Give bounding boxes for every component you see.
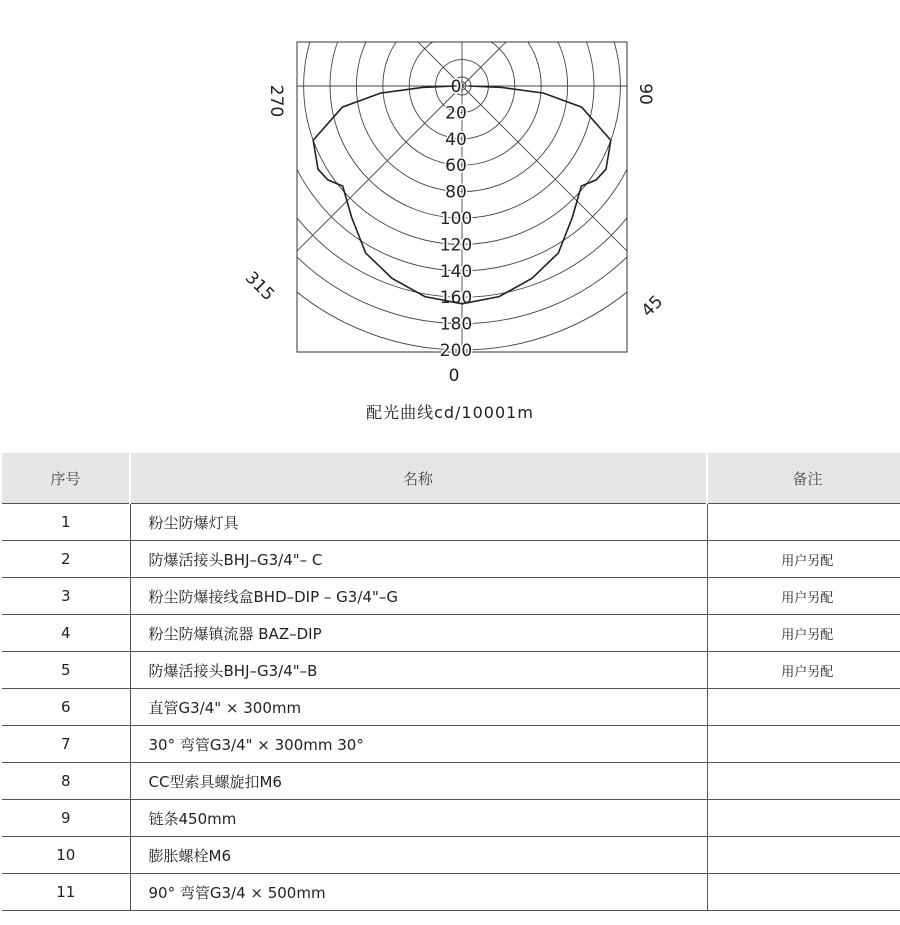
row-note bbox=[707, 837, 900, 874]
angle-label-0: 0 bbox=[448, 366, 460, 386]
row-index: 2 bbox=[2, 541, 130, 578]
table-row bbox=[2, 800, 900, 837]
table-row bbox=[2, 837, 900, 874]
row-note: 用户另配 bbox=[707, 652, 900, 689]
table-row bbox=[2, 652, 900, 689]
table-row bbox=[2, 541, 900, 578]
table-row bbox=[2, 874, 900, 911]
row-note bbox=[707, 800, 900, 837]
row-note bbox=[707, 763, 900, 800]
spoke-diag-315 bbox=[62, 86, 462, 400]
row-name: 防爆活接头BHJ–G3/4"–B bbox=[130, 652, 707, 689]
radial-tick-label: 200 bbox=[439, 341, 473, 361]
row-name: 膨胀螺栓M6 bbox=[130, 837, 707, 874]
row-index: 7 bbox=[2, 726, 130, 763]
row-index: 8 bbox=[2, 763, 130, 800]
parts-table bbox=[2, 453, 900, 911]
radial-tick-label: 0 bbox=[450, 77, 462, 97]
spoke-diag-up-r bbox=[462, 0, 862, 86]
radial-tick-label: 60 bbox=[445, 156, 467, 177]
radial-tick-label: 40 bbox=[445, 129, 467, 150]
row-index: 5 bbox=[2, 652, 130, 689]
angle-label-315: 315 bbox=[240, 267, 279, 306]
spoke-diag-up-l bbox=[62, 0, 462, 86]
row-note bbox=[707, 504, 900, 541]
radial-tick-label: 140 bbox=[439, 261, 473, 282]
row-note bbox=[707, 726, 900, 763]
radial-tick-label: 160 bbox=[439, 288, 473, 309]
table-row bbox=[2, 578, 900, 615]
row-index: 11 bbox=[2, 874, 130, 911]
radial-tick-label: 180 bbox=[439, 314, 473, 335]
row-index: 4 bbox=[2, 615, 130, 652]
table-header-row bbox=[2, 453, 900, 504]
table-row bbox=[2, 504, 900, 541]
angle-label-90: 90 bbox=[635, 83, 655, 105]
row-name: 粉尘防爆灯具 bbox=[130, 504, 707, 541]
row-name: 防爆活接头BHJ–G3/4"– C bbox=[130, 541, 707, 578]
row-name: 粉尘防爆接线盒BHD–DIP – G3/4"–G bbox=[130, 578, 707, 615]
radial-tick-label: 120 bbox=[439, 235, 473, 256]
light-distribution-chart bbox=[0, 0, 900, 400]
row-note: 用户另配 bbox=[707, 578, 900, 615]
radial-tick-label: 80 bbox=[445, 182, 467, 203]
radial-tick-label: 20 bbox=[445, 103, 467, 124]
angle-label-270: 270 bbox=[266, 84, 286, 118]
table-row bbox=[2, 689, 900, 726]
row-note bbox=[707, 689, 900, 726]
header-note: 备注 bbox=[707, 453, 900, 504]
row-index: 6 bbox=[2, 689, 130, 726]
row-index: 3 bbox=[2, 578, 130, 615]
table-row bbox=[2, 615, 900, 652]
header-name: 名称 bbox=[130, 453, 707, 504]
spoke-diag-45 bbox=[462, 86, 862, 400]
row-name: 90° 弯管G3/4 × 500mm bbox=[130, 874, 707, 911]
row-name: CC型索具螺旋扣M6 bbox=[130, 763, 707, 800]
header-index: 序号 bbox=[2, 453, 130, 504]
row-note bbox=[707, 874, 900, 911]
row-note: 用户另配 bbox=[707, 541, 900, 578]
row-name: 链条450mm bbox=[130, 800, 707, 837]
table-row bbox=[2, 726, 900, 763]
row-note: 用户另配 bbox=[707, 615, 900, 652]
angle-label-45: 45 bbox=[637, 291, 668, 322]
row-name: 30° 弯管G3/4" × 300mm 30° bbox=[130, 726, 707, 763]
chart-caption: 配光曲线cd/10001m bbox=[366, 403, 534, 422]
row-name: 直管G3/4" × 300mm bbox=[130, 689, 707, 726]
row-index: 10 bbox=[2, 837, 130, 874]
radial-tick-label: 100 bbox=[439, 209, 473, 229]
table-row bbox=[2, 763, 900, 800]
row-index: 9 bbox=[2, 800, 130, 837]
row-name: 粉尘防爆镇流器 BAZ–DIP bbox=[130, 615, 707, 652]
row-index: 1 bbox=[2, 504, 130, 541]
